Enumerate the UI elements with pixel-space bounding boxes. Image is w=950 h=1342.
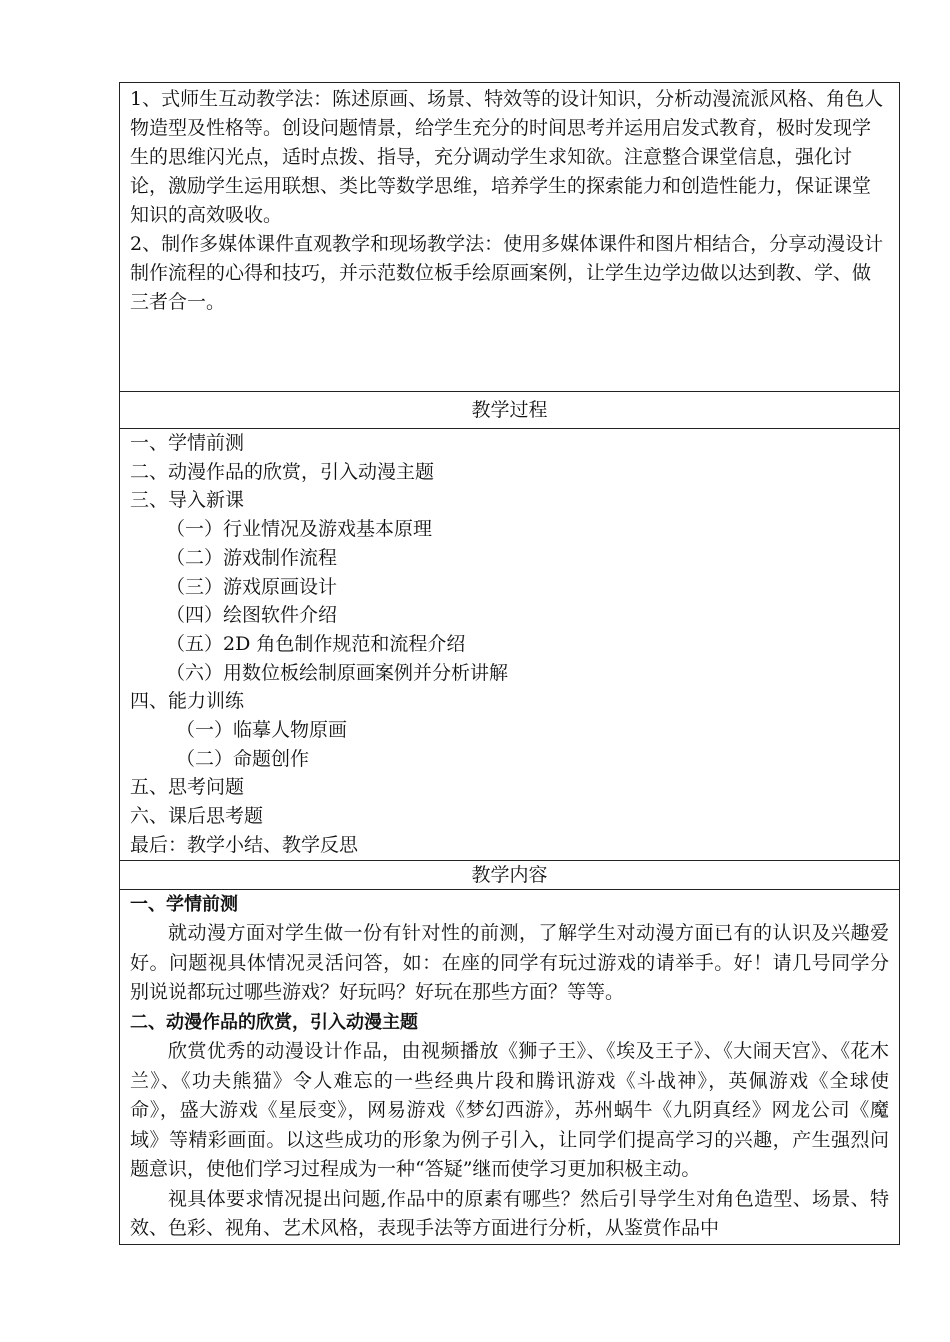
process-item: 五、思考问题 (130, 776, 245, 799)
process-subitem: （一）临摹人物原画 (176, 719, 348, 742)
content-paragraph-3: 视具体要求情况提出问题,作品中的原素有哪些？然后引导学生对角色造型、场景、特效、色彩、视角、艺术风格，表现手法等方面进行分析，从鉴赏作品中 (130, 1187, 889, 1240)
process-subitem: （三）游戏原画设计 (166, 575, 338, 598)
process-item: 三、导入新课 (130, 489, 245, 512)
process-item: 一、学情前测 (130, 432, 245, 454)
process-subitem: （五）2D 角色制作规范和流程介绍 (166, 632, 466, 655)
process-subitem: （四）绘图软件介绍 (166, 604, 338, 627)
process-subitem: （二）游戏制作流程 (166, 546, 338, 569)
content-paragraph-2: 欣赏优秀的动漫设计作品，由视频播放《狮子王》、《埃及王子》、《大闹天宫》、《花木兰》、《功夫熊猫》令人难忘的一些经典片段和腾讯游戏《斗战神》，英佩游戏《全球使命》，盛大游戏《星辰变》，网易游戏《梦幻西游》，苏州蜗牛《九阴真经》网龙公司《魔域》等精彩画面。以这些成功的形象为例子引入，让同学们提高学习的兴趣，产生强烈问题意识，使他们学习过程成为一种“答疑”继而使学习更加积极主动。 (130, 1040, 889, 1181)
process-header: 教学过程 (120, 392, 900, 429)
content-heading-1: 一、学情前测 (130, 893, 238, 915)
process-item: 最后：教学小结、教学反思 (130, 833, 359, 856)
process-subitem: （一）行业情况及游戏基本原理 (166, 518, 433, 541)
content-body (120, 889, 900, 1244)
process-subitem: （六）用数位板绘制原画案例并分析讲解 (166, 661, 509, 684)
content-header: 教学内容 (120, 860, 900, 889)
content-paragraph-1: 就动漫方面对学生做一份有针对性的前测，了解学生对动漫方面已有的认识及兴趣爱好。问题视具体情况灵活问答，如：在座的同学有玩过游戏的请举手。好！请几号同学分别说说都玩过哪些游戏？好玩吗？好玩在那些方面？等等。 (130, 922, 889, 1004)
content-heading-2: 二、动漫作品的欣赏，引入动漫主题 (130, 1011, 418, 1033)
teaching-methods-cell (120, 83, 900, 392)
methods-paragraph-2: 2、制作多媒体课件直观教学和现场教学法：使用多媒体课件和图片相结合，分享动漫设计制作流程的心得和技巧，并示范数位板手绘原画案例，让学生边学边做以达到教、学、做三者合一。 (130, 233, 884, 313)
methods-paragraph-1: 1、式师生互动教学法：陈述原画、场景、特效等的设计知识，分析动漫流派风格、角色人物造型及性格等。创设问题情景，给学生充分的时间思考并运用启发式教育，极时发现学生的思维闪光点，适时点拨、指导，充分调动学生求知欲。注意整合课堂信息，强化讨论，激励学生运用联想、类比等数学思维，培养学生的探索能力和创造性能力，保证课堂知识的高效吸收。 (130, 88, 884, 226)
process-subitem: （二）命题创作 (176, 747, 310, 770)
process-item: 六、课后思考题 (130, 805, 264, 828)
process-item: 四、能力训练 (130, 690, 245, 713)
lesson-plan-table (119, 82, 900, 1245)
document-page (119, 82, 900, 1245)
process-list (120, 429, 900, 861)
process-item: 二、动漫作品的欣赏，引入动漫主题 (130, 460, 435, 483)
